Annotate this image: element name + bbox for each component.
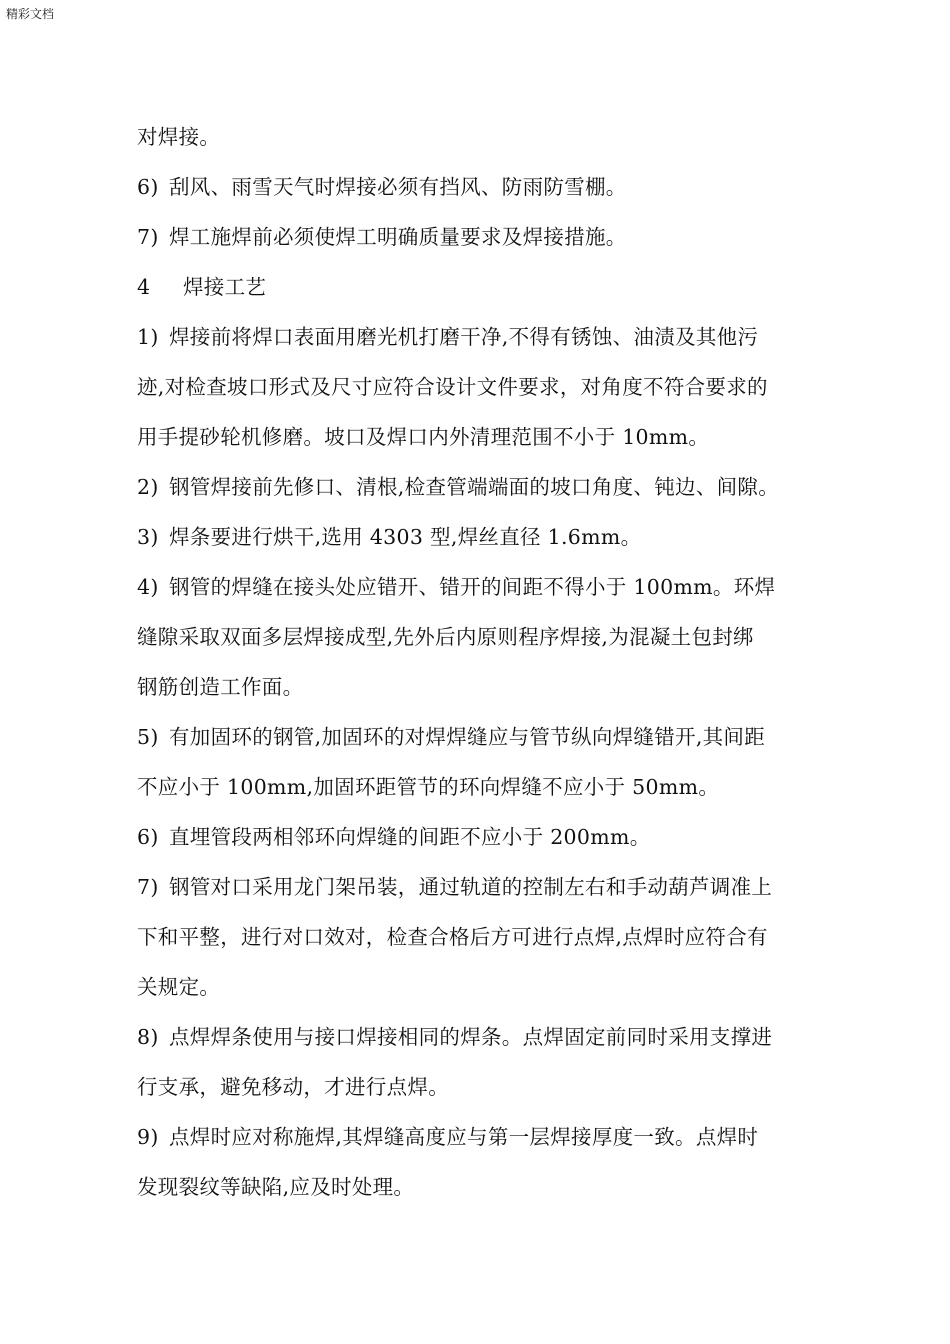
- line-text: 直埋管段两相邻环向焊缝的间距不应小于 200mm。: [169, 825, 651, 849]
- line-text: 有加固环的钢管,加固环的对焊焊缝应与管节纵向焊缝错开,其间距: [169, 725, 766, 749]
- list-item: [137, 1023, 772, 1051]
- line-text: 缝隙采取双面多层焊接成型,先外后内原则程序焊接,为混凝土包封绑: [137, 625, 754, 649]
- line-text: 对焊接。: [137, 125, 221, 149]
- line-text: 钢管焊接前先修口、清根,检查管端端面的坡口角度、钝边、间隙。: [169, 475, 780, 499]
- line-text: 焊工施焊前必须使焊工明确质量要求及焊接措施。: [169, 225, 627, 249]
- line-text: 钢管的焊缝在接头处应错开、错开的间距不得小于 100mm。环焊: [169, 575, 776, 599]
- paragraph-line: [137, 423, 709, 451]
- paragraph-line: [137, 373, 768, 401]
- line-text: 钢筋创造工作面。: [137, 675, 304, 699]
- section-heading: [137, 273, 266, 301]
- paragraph-line: [137, 673, 303, 701]
- item-number: 2): [137, 475, 159, 499]
- item-number: 7): [137, 875, 159, 899]
- line-text: 焊接前将焊口表面用磨光机打磨干净,不得有锈蚀、油渍及其他污: [169, 325, 759, 349]
- paragraph-line: [137, 623, 754, 651]
- list-item: [137, 323, 758, 351]
- list-item: [137, 473, 779, 501]
- list-item: [137, 723, 765, 751]
- line-text: 钢管对口采用龙门架吊装，通过轨道的控制左右和手动葫芦调准上: [169, 875, 773, 899]
- list-item: [137, 1123, 758, 1151]
- line-text: 迹,对检查坡口形式及尺寸应符合设计文件要求，对角度不符合要求的: [137, 375, 768, 399]
- line-text: 下和平整，进行对口效对，检查合格后方可进行点焊,点焊时应符合有: [137, 925, 768, 949]
- list-item: [137, 173, 627, 201]
- item-number: 6): [137, 825, 159, 849]
- list-item: [137, 223, 627, 251]
- paragraph-line: [137, 1073, 449, 1101]
- line-text: 不应小于 100mm,加固环距管节的环向焊缝不应小于 50mm。: [137, 775, 720, 799]
- item-number: 3): [137, 525, 159, 549]
- item-number: 1): [137, 325, 159, 349]
- paragraph-line: [137, 123, 220, 151]
- line-text: 点焊焊条使用与接口焊接相同的焊条。点焊固定前同时采用支撑进: [169, 1025, 773, 1049]
- document-watermark-label: 精彩文档: [6, 7, 55, 21]
- item-number: 8): [137, 1025, 159, 1049]
- list-item: [137, 823, 651, 851]
- section-number: 4: [137, 275, 151, 299]
- list-item: [137, 873, 772, 901]
- section-title: 焊接工艺: [183, 275, 267, 299]
- line-text: 点焊时应对称施焊,其焊缝高度应与第一层焊接厚度一致。点焊时: [169, 1125, 759, 1149]
- list-item: [137, 523, 641, 551]
- line-text: 关规定。: [137, 975, 221, 999]
- line-text: 发现裂纹等缺陷,应及时处理。: [137, 1175, 415, 1199]
- line-text: 行支承，避免移动，才进行点焊。: [137, 1075, 449, 1099]
- paragraph-line: [137, 923, 768, 951]
- item-number: 7): [137, 225, 159, 249]
- item-number: 4): [137, 575, 159, 599]
- item-number: 9): [137, 1125, 159, 1149]
- line-text: 刮风、雨雪天气时焊接必须有挡风、防雨防雪棚。: [169, 175, 627, 199]
- paragraph-line: [137, 973, 220, 1001]
- line-text: 焊条要进行烘干,选用 4303 型,焊丝直径 1.6mm。: [169, 525, 642, 549]
- paragraph-line: [137, 1173, 414, 1201]
- line-text: 用手提砂轮机修磨。坡口及焊口内外清理范围不小于 10mm。: [137, 425, 710, 449]
- item-number: 6): [137, 175, 159, 199]
- item-number: 5): [137, 725, 159, 749]
- paragraph-line: [137, 773, 719, 801]
- list-item: [137, 573, 775, 601]
